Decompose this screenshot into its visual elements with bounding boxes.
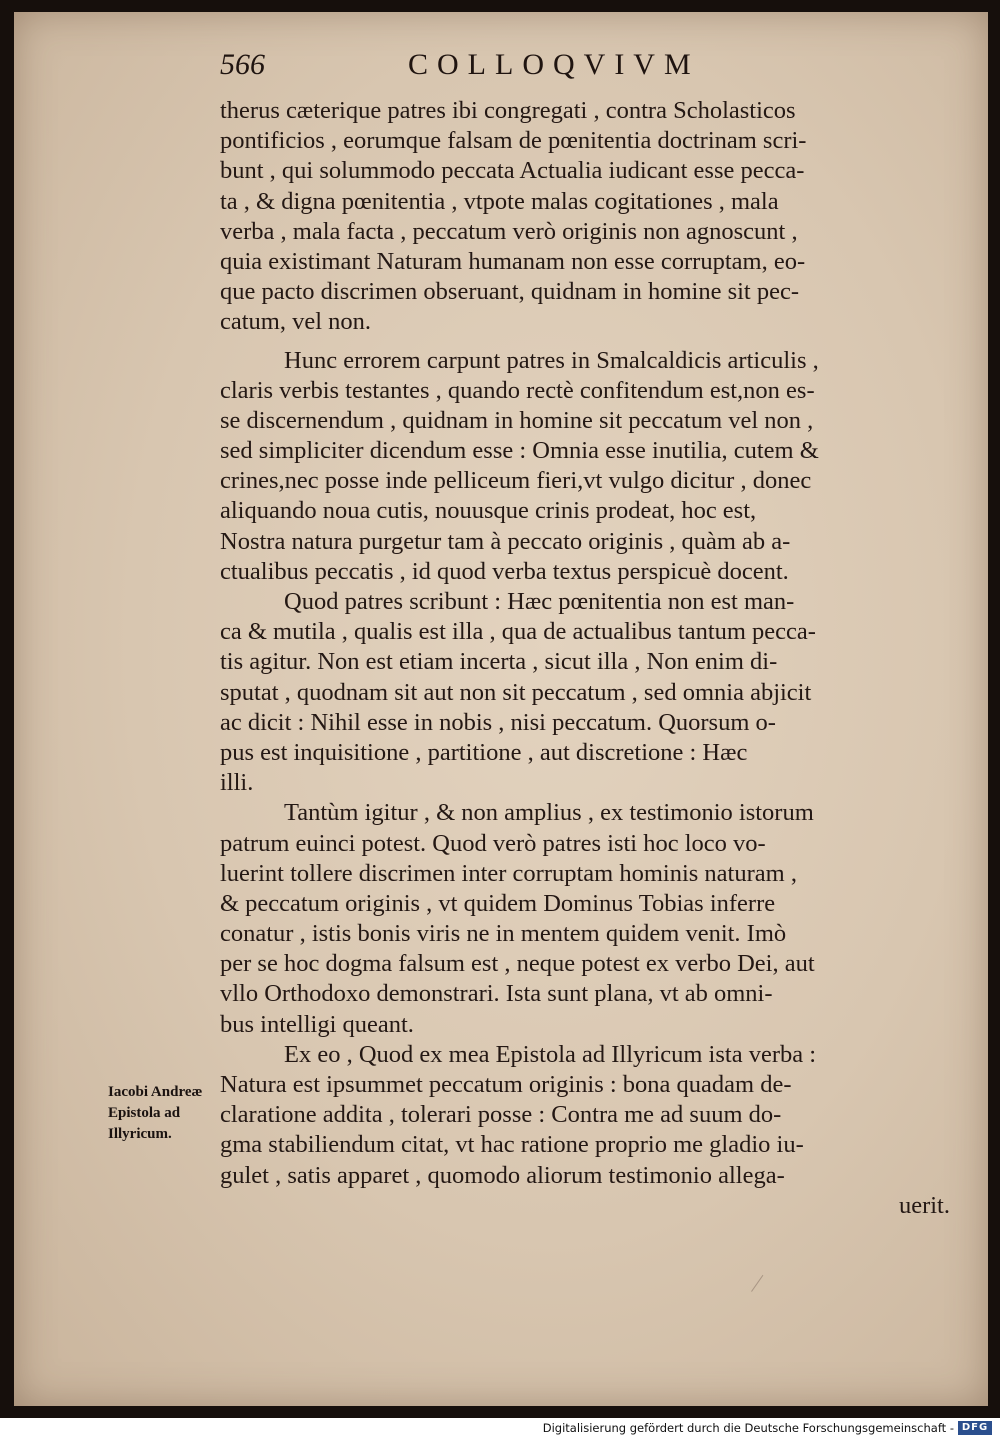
text-line: conatur , istis bonis viris ne in mentem quidem venit. Imò [220, 920, 787, 948]
paragraph-gap [220, 338, 950, 346]
text-line: se discernendum , quidnam in homine sit peccatum vel non , [220, 406, 814, 434]
text-line: ctualibus peccatis , id quod verba textus perspicuè docent. [220, 557, 789, 585]
text-line: tis agitur. Non est etiam incerta , sicut illa , Non enim di- [220, 648, 778, 676]
marginal-note [108, 1082, 238, 1145]
text-line: & peccatum originis , vt quidem Dominus Tobias inferre [220, 889, 776, 917]
text-line: sed simpliciter dicendum esse : Omnia esse inutilia, cutem & [220, 437, 819, 465]
text-line: ac dicit : Nihil esse in nobis , nisi peccatum. Quorsum o- [220, 708, 776, 736]
text-line: aliquando noua cutis, nouusque crinis prodeat, hoc est, [220, 497, 757, 525]
text-line: uerit. [898, 1191, 950, 1219]
marginal-note-line: Iacobi Andreæ [108, 1084, 203, 1100]
marginal-note-line: Illyricum. [108, 1126, 172, 1142]
digitization-credit: Digitalisierung gefördert durch die Deutsche Forschungsgemeinschaft - [542, 1421, 954, 1435]
running-title: COLLOQVIVM [408, 48, 700, 81]
text-line: vllo Orthodoxo demonstrari. Ista sunt plana, vt ab omni- [220, 980, 773, 1008]
text-line: crines,nec posse inde pelliceum fieri,vt vulgo dicitur , donec [220, 467, 812, 495]
text-line: Nostra natura purgetur tam à peccato originis , quàm ab a- [220, 527, 791, 555]
dfg-logo: DFG [958, 1421, 992, 1435]
text-line: Natura est ipsummet peccatum originis : bona quadam de- [220, 1071, 792, 1098]
text-line: Hunc errorem carpunt patres in Smalcaldicis articulis , [284, 346, 819, 374]
text-line: ta , & digna pœnitentia , vtpote malas cogitationes , mala [220, 187, 779, 215]
page-number: 566 [220, 48, 265, 81]
main-text [220, 96, 950, 1221]
text-line: pus est inquisitione , partitione , aut discretione : Hæc [220, 738, 748, 766]
text-line: verba , mala facta , peccatum verò originis non agnoscunt , [220, 217, 798, 245]
text-line: que pacto discrimen obseruant, quidnam in homine sit pec- [220, 278, 800, 306]
text-line: gma stabiliendum citat, vt hac ratione proprio me gladio iu- [220, 1131, 804, 1159]
text-line: Ex eo , Quod ex mea Epistola ad Illyricum ista verba : [284, 1040, 817, 1068]
text-line: per se hoc dogma falsum est , neque potest ex verbo Dei, aut [220, 950, 815, 978]
text-line: Tantùm igitur , & non amplius , ex testimonio istorum [284, 799, 814, 827]
text-line: therus cæterique patres ibi congregati , contra Scholasticos [220, 97, 796, 124]
text-line: sputat , quodnam sit aut non sit peccatum , sed omnia abjicit [220, 678, 812, 706]
text-line: Quod patres scribunt : Hæc pœnitentia non est man- [284, 588, 795, 615]
text-line: bus intelligi queant. [220, 1010, 414, 1038]
text-line: quia existimant Naturam humanam non esse corruptam, eo- [220, 247, 806, 275]
text-line: claratione addita , tolerari posse : Contra me ad suum do- [220, 1101, 782, 1129]
text-line: gulet , satis apparet , quomodo aliorum testimonio allega- [220, 1161, 785, 1189]
text-line: catum, vel non. [220, 308, 372, 336]
text-line: bunt , qui solummodo peccata Actualia iudicant esse pecca- [220, 157, 805, 185]
text-line: claris verbis testantes , quando rectè confitendum est,non es- [220, 376, 815, 404]
text-line: ca & mutila , qualis est illa , qua de actualibus tantum pecca- [220, 618, 816, 646]
text-line: patrum euinci potest. Quod verò patres isti hoc loco vo- [220, 829, 766, 857]
text-line: pontificios , eorumque falsam de pœnitentia doctrinam scri- [220, 127, 807, 155]
running-head [220, 48, 960, 88]
marginal-note-line: Epistola ad [108, 1105, 181, 1121]
text-line: illi. [220, 769, 254, 797]
text-line: luerint tollere discrimen inter corruptam hominis naturam , [220, 859, 797, 887]
